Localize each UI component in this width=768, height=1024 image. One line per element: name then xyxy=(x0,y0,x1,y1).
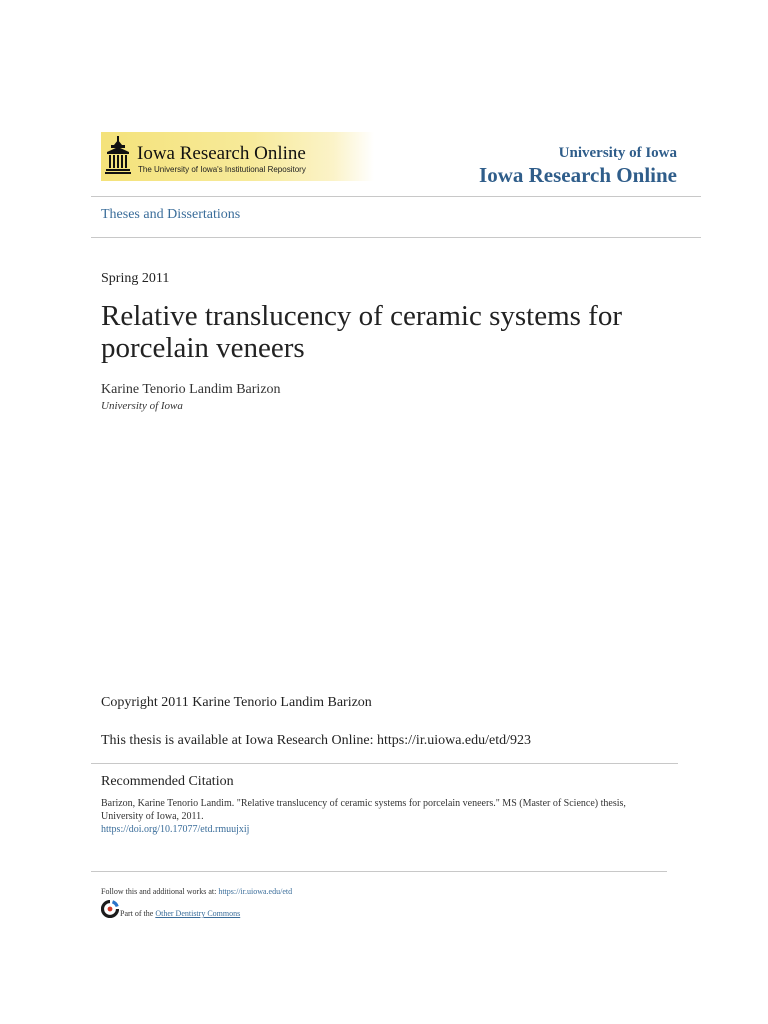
follow-prefix: Follow this and additional works at: xyxy=(101,887,219,896)
logo-title: Iowa Research Online xyxy=(137,143,306,164)
repository-header xyxy=(479,145,677,188)
university-name[interactable]: University of Iowa xyxy=(558,145,677,161)
series-divider xyxy=(91,237,701,238)
availability-url[interactable]: https://ir.uiowa.edu/etd/923 xyxy=(377,733,532,748)
network-icon xyxy=(101,900,119,918)
part-of-prefix: Part of the xyxy=(120,909,156,918)
building-icon xyxy=(105,136,131,176)
citation-divider xyxy=(91,763,678,764)
author-affiliation: University of Iowa xyxy=(101,400,183,412)
recommended-citation-heading: Recommended Citation xyxy=(101,774,234,789)
follow-link[interactable]: https://ir.uiowa.edu/etd xyxy=(218,887,293,896)
commons-link[interactable]: Other Dentistry Commons xyxy=(155,909,241,918)
part-of-text xyxy=(120,909,240,918)
header-divider xyxy=(91,196,701,197)
availability-line xyxy=(101,733,531,749)
iowa-research-online-logo[interactable] xyxy=(101,132,374,181)
repository-name[interactable]: Iowa Research Online xyxy=(479,163,677,187)
citation-text: Barizon, Karine Tenorio Landim. "Relative translucency of ceramic systems for porcelain veneers." MS (Master of Science) thesis, University of Iowa, 2011. xyxy=(101,798,626,822)
footer-divider xyxy=(91,871,667,872)
document-title: Relative translucency of ceramic systems for porcelain veneers xyxy=(101,300,622,364)
author-name: Karine Tenorio Landim Barizon xyxy=(101,382,281,397)
doi-link[interactable]: https://doi.org/10.17077/etd.rmuujxij xyxy=(101,824,250,835)
follow-line xyxy=(101,887,292,896)
copyright-notice: Copyright 2011 Karine Tenorio Landim Barizon xyxy=(101,695,372,710)
publication-season: Spring 2011 xyxy=(101,271,170,286)
logo-subtitle: The University of Iowa's Institutional Repository xyxy=(138,165,306,174)
series-link[interactable]: Theses and Dissertations xyxy=(101,207,241,222)
availability-prefix: This thesis is available at Iowa Research Online: xyxy=(101,733,378,748)
citation-block xyxy=(101,797,661,836)
